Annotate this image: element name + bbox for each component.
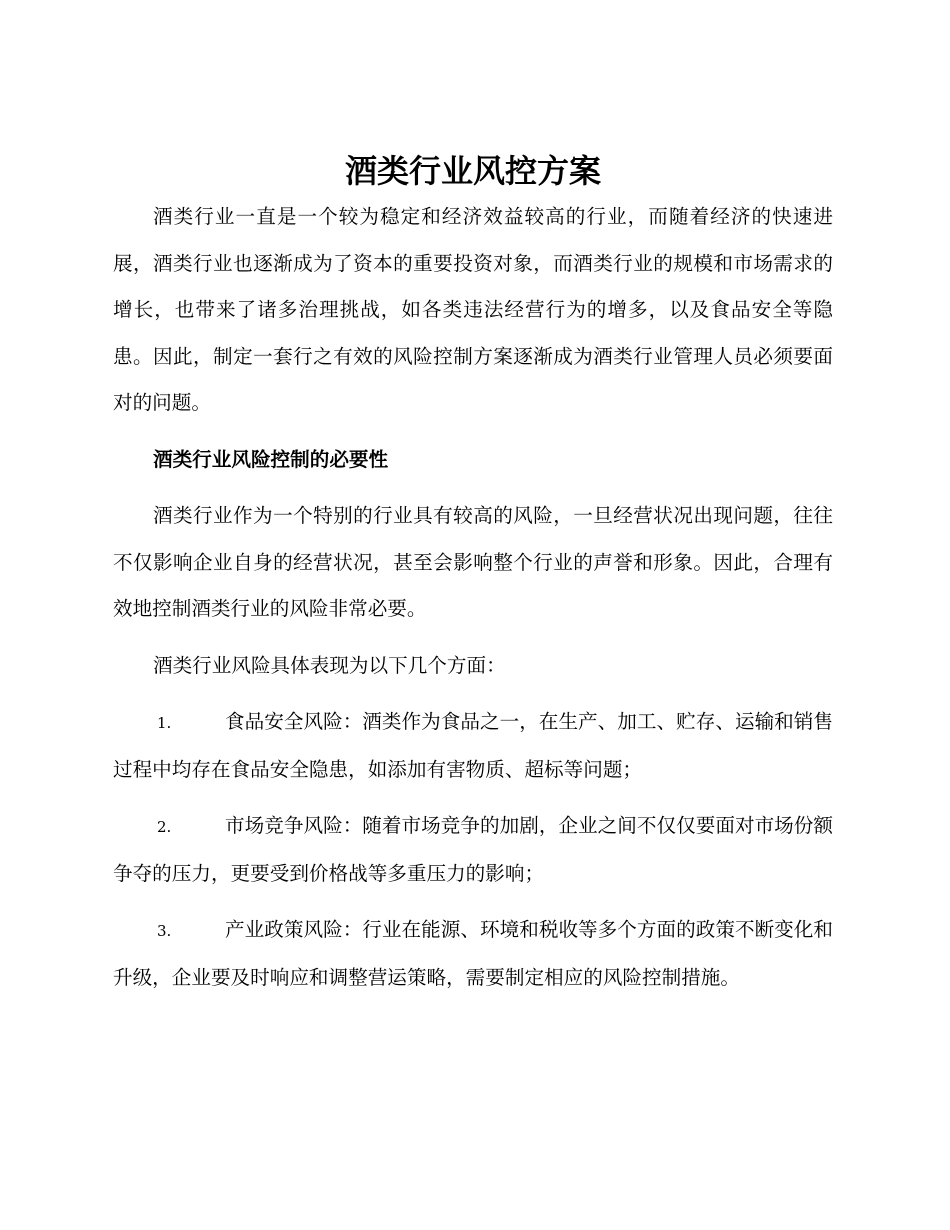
list-item-1	[113, 699, 833, 793]
list-number: 1.	[157, 714, 172, 732]
list-item-2	[113, 803, 833, 897]
list-item-3	[113, 907, 833, 1001]
list-text: 产业政策风险：行业在能源、环境和税收等多个方面的政策不断变化和升级，企业要及时响应和调整营运策略，需要制定相应的风险控制措施。	[113, 918, 833, 989]
list-text: 食品安全风险：酒类作为食品之一，在生产、加工、贮存、运输和销售过程中均存在食品安全隐患，如添加有害物质、超标等问题；	[113, 710, 833, 781]
document-title: 酒类行业风控方案	[344, 152, 601, 190]
list-intro: 酒类行业风险具体表现为以下几个方面：	[153, 653, 506, 677]
list-number: 2.	[157, 818, 172, 836]
section-heading: 酒类行业风险控制的必要性	[153, 447, 389, 471]
intro-paragraph: 酒类行业一直是一个较为稳定和经济效益较高的行业，而随着经济的快速进展，酒类行业也逐渐成为了资本的重要投资对象，而酒类行业的规模和市场需求的增长，也带来了诸多治理挑战，如各类违法经营行为的增多，以及食品安全等隐患。因此，制定一套行之有效的风险控制方案逐渐成为酒类行业管理人员必须要面对的问题。	[113, 205, 833, 414]
document-page	[113, 148, 833, 1011]
section-paragraph: 酒类行业作为一个特别的行业具有较高的风险，一旦经营状况出现问题，往往不仅影响企业自身的经营状况，甚至会影响整个行业的声誉和形象。因此，合理有效地控制酒类行业的风险非常必要。	[113, 504, 833, 620]
list-number: 3.	[157, 922, 172, 940]
list-text: 市场竞争风险：随着市场竞争的加剧，企业之间不仅仅要面对市场份额争夺的压力，更要受到价格战等多重压力的影响；	[113, 814, 833, 885]
